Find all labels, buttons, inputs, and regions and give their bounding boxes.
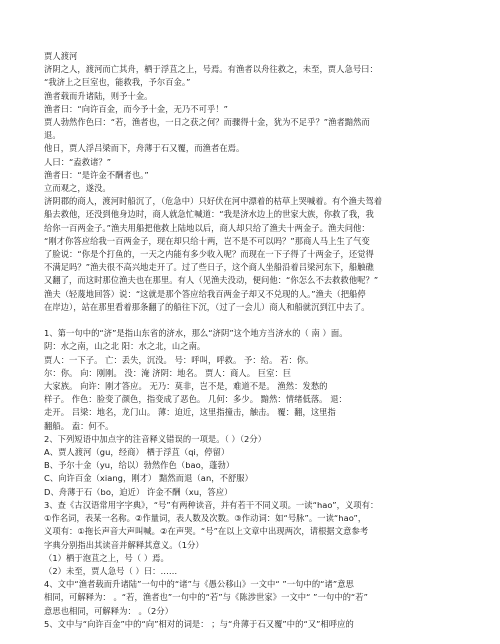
text-line: 济阴郡的商人，渡河时船沉了，（危急中）只好伏在河中漂着的枯草上哭喊着。有个渔夫驾着 bbox=[44, 196, 383, 207]
document-body bbox=[44, 50, 456, 631]
text-line: “刚才你答应给我一百两金子，现在却只给十两，岂不是不可以吗？”那商人马上生了气变 bbox=[44, 235, 370, 246]
text-line: 2、下列短语中加点字的注音释义错误的一项是。（ ）（2分） bbox=[44, 433, 267, 444]
text-line: 了脸说：“你是个打鱼的，一天之内能有多少收入呢？而现在一下子得了十两金子，还觉得 bbox=[44, 249, 374, 260]
text-line: 样子。 作色：脸变了颜色，指变成了恶色。 几何：多少。 黯然：情绪低落。 退： bbox=[44, 394, 347, 405]
text-line: 船去救他，还没到他身边时，商人就急忙喊道：“我是济水边上的世家大族，你救了我，我 bbox=[44, 209, 374, 220]
text-line: B、予尔十金（yu，给以）勃然作色（bao，蓬勃） bbox=[44, 460, 235, 471]
text-line: （2）未至，贾人急号（ ）曰：…… bbox=[44, 565, 178, 576]
text-line: 走开。 吕梁：地名，龙门山。 薄：迫近，这里指撞击，触击。 覆：翻，这里指 bbox=[44, 407, 336, 418]
text-line: 1、第一句中的“济”是指山东省的济水，那么“济阴”这个地方当济水的（ 南 ）面。 bbox=[44, 328, 348, 339]
text-line: 贾人勃然作色曰：“若，渔者也，一日之获之何？而骤得十金，犹为不足乎？”渔者黯然而 bbox=[44, 117, 370, 128]
text-line: 阴：水之南，山之北 阳：水之北，山之南。 bbox=[44, 341, 206, 352]
text-line: C、向许百金（xiang，刚才） 黯然而退（an，不舒服） bbox=[44, 473, 253, 484]
text-line: A、贾人渡河（gu，经商） 栖于浮苴（qi，停留） bbox=[44, 447, 230, 458]
text-line: （1）栖于泡苴之上，号（ ）焉。 bbox=[44, 552, 169, 563]
text-line: 给你一百两金子。”渔夫用船把他救上陆地以后，商人却只给了渔夫十两金子。渔夫问他： bbox=[44, 222, 370, 233]
text-line: 渔者载而升诸陆，则予十金。 bbox=[44, 90, 153, 101]
text-line: 立而观之，遂没。 bbox=[44, 183, 111, 194]
text-line: 又翻了，而这时那位渔夫也在那里。有人（见渔夫没动，便问他：“你怎么不去救救他呢？” bbox=[44, 275, 379, 286]
text-line: 3、查《古汉语常用字字典》，“号”有两种读音，并有若干不同义项。一读“hao”，义项有： bbox=[44, 499, 379, 510]
text-line: 字典分别指出其读音并解释其意义。（1分） bbox=[44, 539, 204, 550]
text-line: 渔者曰：“向许百金，而今予十金，无乃不可乎！” bbox=[44, 103, 228, 114]
text-line: 贾人：一下子。 亡：丢失，沉没。 号：呼叫，呼救。 予：给。 若：你。 bbox=[44, 354, 314, 365]
text-line: 大家族。 向许：刚才答应。 无乃：莫非，岂不是，难道不是。 渔然：发愁的 bbox=[44, 381, 328, 392]
text-line: 相同，可解释为： 。“若，渔者也”一句中的“若”与《陈涉世家》一文中“ ”一句中的“若” bbox=[44, 592, 368, 603]
document-title: 贾人渡河 bbox=[44, 51, 78, 61]
text-line: 5、文中与“向许百金”中的“向”相对的词是： ；与“舟薄于石又覆”中的“又”相呼应的 bbox=[44, 618, 354, 629]
text-line: ①作名词，表某一名称。②作量词，表人数及次数。③作动词：如“号脉”。一读“hao”， bbox=[44, 513, 367, 524]
text-line: “我济上之巨室也，能救我，予尔百金。” bbox=[44, 77, 191, 88]
text-line: 渔夫（轻蔑地回答）说：“这就是那个答应给我百两金子却又不兑现的人。”渔夫（把船停 bbox=[44, 288, 366, 299]
text-line: 在岸边），站在那里看着那条翻了的船往下沉，（过了一会儿）商人和船就沉到江中去了。 bbox=[44, 301, 370, 312]
text-line bbox=[44, 314, 456, 327]
text-line: 意思也相同，可解释为： 。（2分） bbox=[44, 605, 174, 616]
text-line: 4、文中“渔者载而升诸陆”一句中的“诸”与《愚公移山》一文中“ ”一句中的“诸”意思 bbox=[44, 579, 354, 590]
text-line: D、舟薄于石（bo，迫近） 许金不酬（xu，答应） bbox=[44, 486, 233, 497]
text-line: 义项有：①拖长声音大声叫喊。②在声哭。“号”在以上文章中出现两次，请根据文意参考 bbox=[44, 526, 369, 537]
text-line: 退。 bbox=[44, 130, 61, 141]
text-line: 渔者曰：“是许金不酬者也。” bbox=[44, 169, 149, 180]
text-line: 尔：你。 向：刚刚。 没：淹 济阴：地名。 贾人：商人。 巨室：巨 bbox=[44, 367, 292, 378]
text-line: 不满足吗？”渔夫很不高兴地走开了。过了些日子，这个商人坐船沿着吕梁河东下，船触礁 bbox=[44, 262, 374, 273]
text-line: 人曰：“盍救诸？” bbox=[44, 156, 112, 167]
text-line: 济阴之人，渡河而亡其舟，栖于浮苴之上，号焉。有渔者以舟往救之，未至，贾人急号曰： bbox=[44, 64, 378, 75]
text-line: 翻船。 盍：何不。 bbox=[44, 420, 114, 431]
text-line: 他日，贾人浮吕梁而下，舟薄于石又覆，而渔者在焉。 bbox=[44, 143, 245, 154]
